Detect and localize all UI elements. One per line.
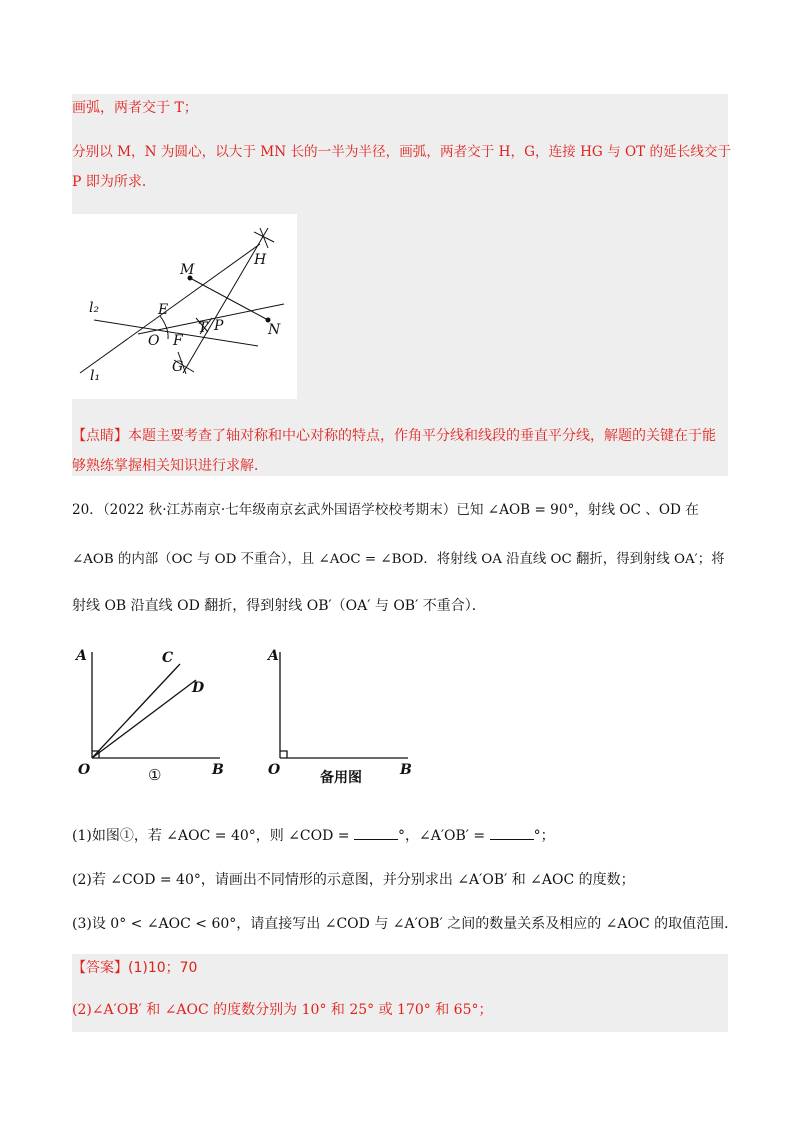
label-l1: l₁ [90,368,101,384]
solution-line-1: 画弧，两者交于 T； [72,100,198,116]
label-p: P [214,318,224,334]
fig1-label-a: A [76,648,87,664]
q1-part-a: (1)如图①，若 ∠AOC = 40°，则 ∠COD = [72,828,350,844]
question-2: (2)若 ∠COD = 40°，请画出不同情形的示意图，并分别求出 ∠A′OB′ 和 ∠AOC 的度数； [72,872,635,888]
answer-blank-aob[interactable] [490,826,534,840]
right-angle-mark [280,751,287,758]
label-o: O [148,333,160,349]
question-1 [72,826,728,846]
answer-tag: 【答案】 [72,960,128,976]
ray-od [92,680,196,758]
label-g: G [172,359,184,375]
answer-blank-cod[interactable] [354,826,398,840]
answer-line-1 [72,958,728,978]
label-f: F [173,333,183,349]
comment-text-1: 本题主要考查了轴对称和中心对称的特点，作角平分线和线段的垂直平分线，解题的关键在于能 [128,428,716,444]
solution-line-2: 分别以 M，N 为圆心，以大于 MN 长的一半为半径，画弧，两者交于 H，G，连接 HG 与 OT 的延长线交于 [72,144,732,160]
question-3: (3)设 0° < ∠AOC < 60°，请直接写出 ∠COD 与 ∠A′OB′ 之间的数量关系及相应的 ∠AOC 的取值范围． [72,916,739,932]
figure-2 [262,640,422,790]
label-m: M [180,262,195,278]
fig2-caption: 备用图 [320,770,362,786]
comment-line-1 [72,426,728,446]
problem-line-3: 射线 OB 沿直线 OD 翻折，得到射线 OB′（OA′ 与 OB′ 不重合）． [72,598,486,614]
construction-figure [72,214,297,399]
problem-line-1: 20．（2022 秋·江苏南京·七年级南京玄武外国语学校校考期末）已知 ∠AOB = 90°，射线 OC 、OD 在 [72,502,699,518]
fig2-label-o: O [268,762,281,778]
fig1-label-d: D [192,680,205,696]
q1-part-c: °； [533,828,555,844]
line-hg [183,228,268,373]
label-n: N [268,322,281,338]
solution-line-3: P 即为所求． [72,174,156,190]
label-l2: l₂ [89,300,100,316]
comment-line-2: 够熟练掌握相关知识进行求解． [72,458,268,474]
answer-line-2: (2)∠A′OB′ 和 ∠AOC 的度数分别为 10° 和 25° 或 170° 和 65°； [72,1002,493,1018]
segment-mn [190,278,268,320]
figure-1 [70,640,250,790]
line-l1 [80,244,260,373]
problem-line-2: ∠AOB 的内部（OC 与 OD 不重合），且 ∠AOC = ∠BOD．将射线 OA 沿直线 OC 翻折，得到射线 OA′；将 [72,552,725,567]
comment-tag: 【点睛】 [72,428,128,444]
fig1-label-b: B [212,762,224,778]
arc-ef [160,316,168,339]
answer-1: (1)10；70 [128,960,198,976]
construction-diagram [72,214,297,399]
fig2-label-b: B [400,762,412,778]
fig1-label-o: O [78,762,91,778]
fig1-label-c: C [162,650,174,666]
ray-oc [92,664,180,758]
label-e: E [158,302,169,318]
label-t: T [198,320,208,336]
fig2-label-a: A [268,648,279,664]
q1-part-b: °，∠A′OB′ = [398,828,486,844]
fig1-caption: ① [148,766,162,784]
label-h: H [254,252,267,268]
